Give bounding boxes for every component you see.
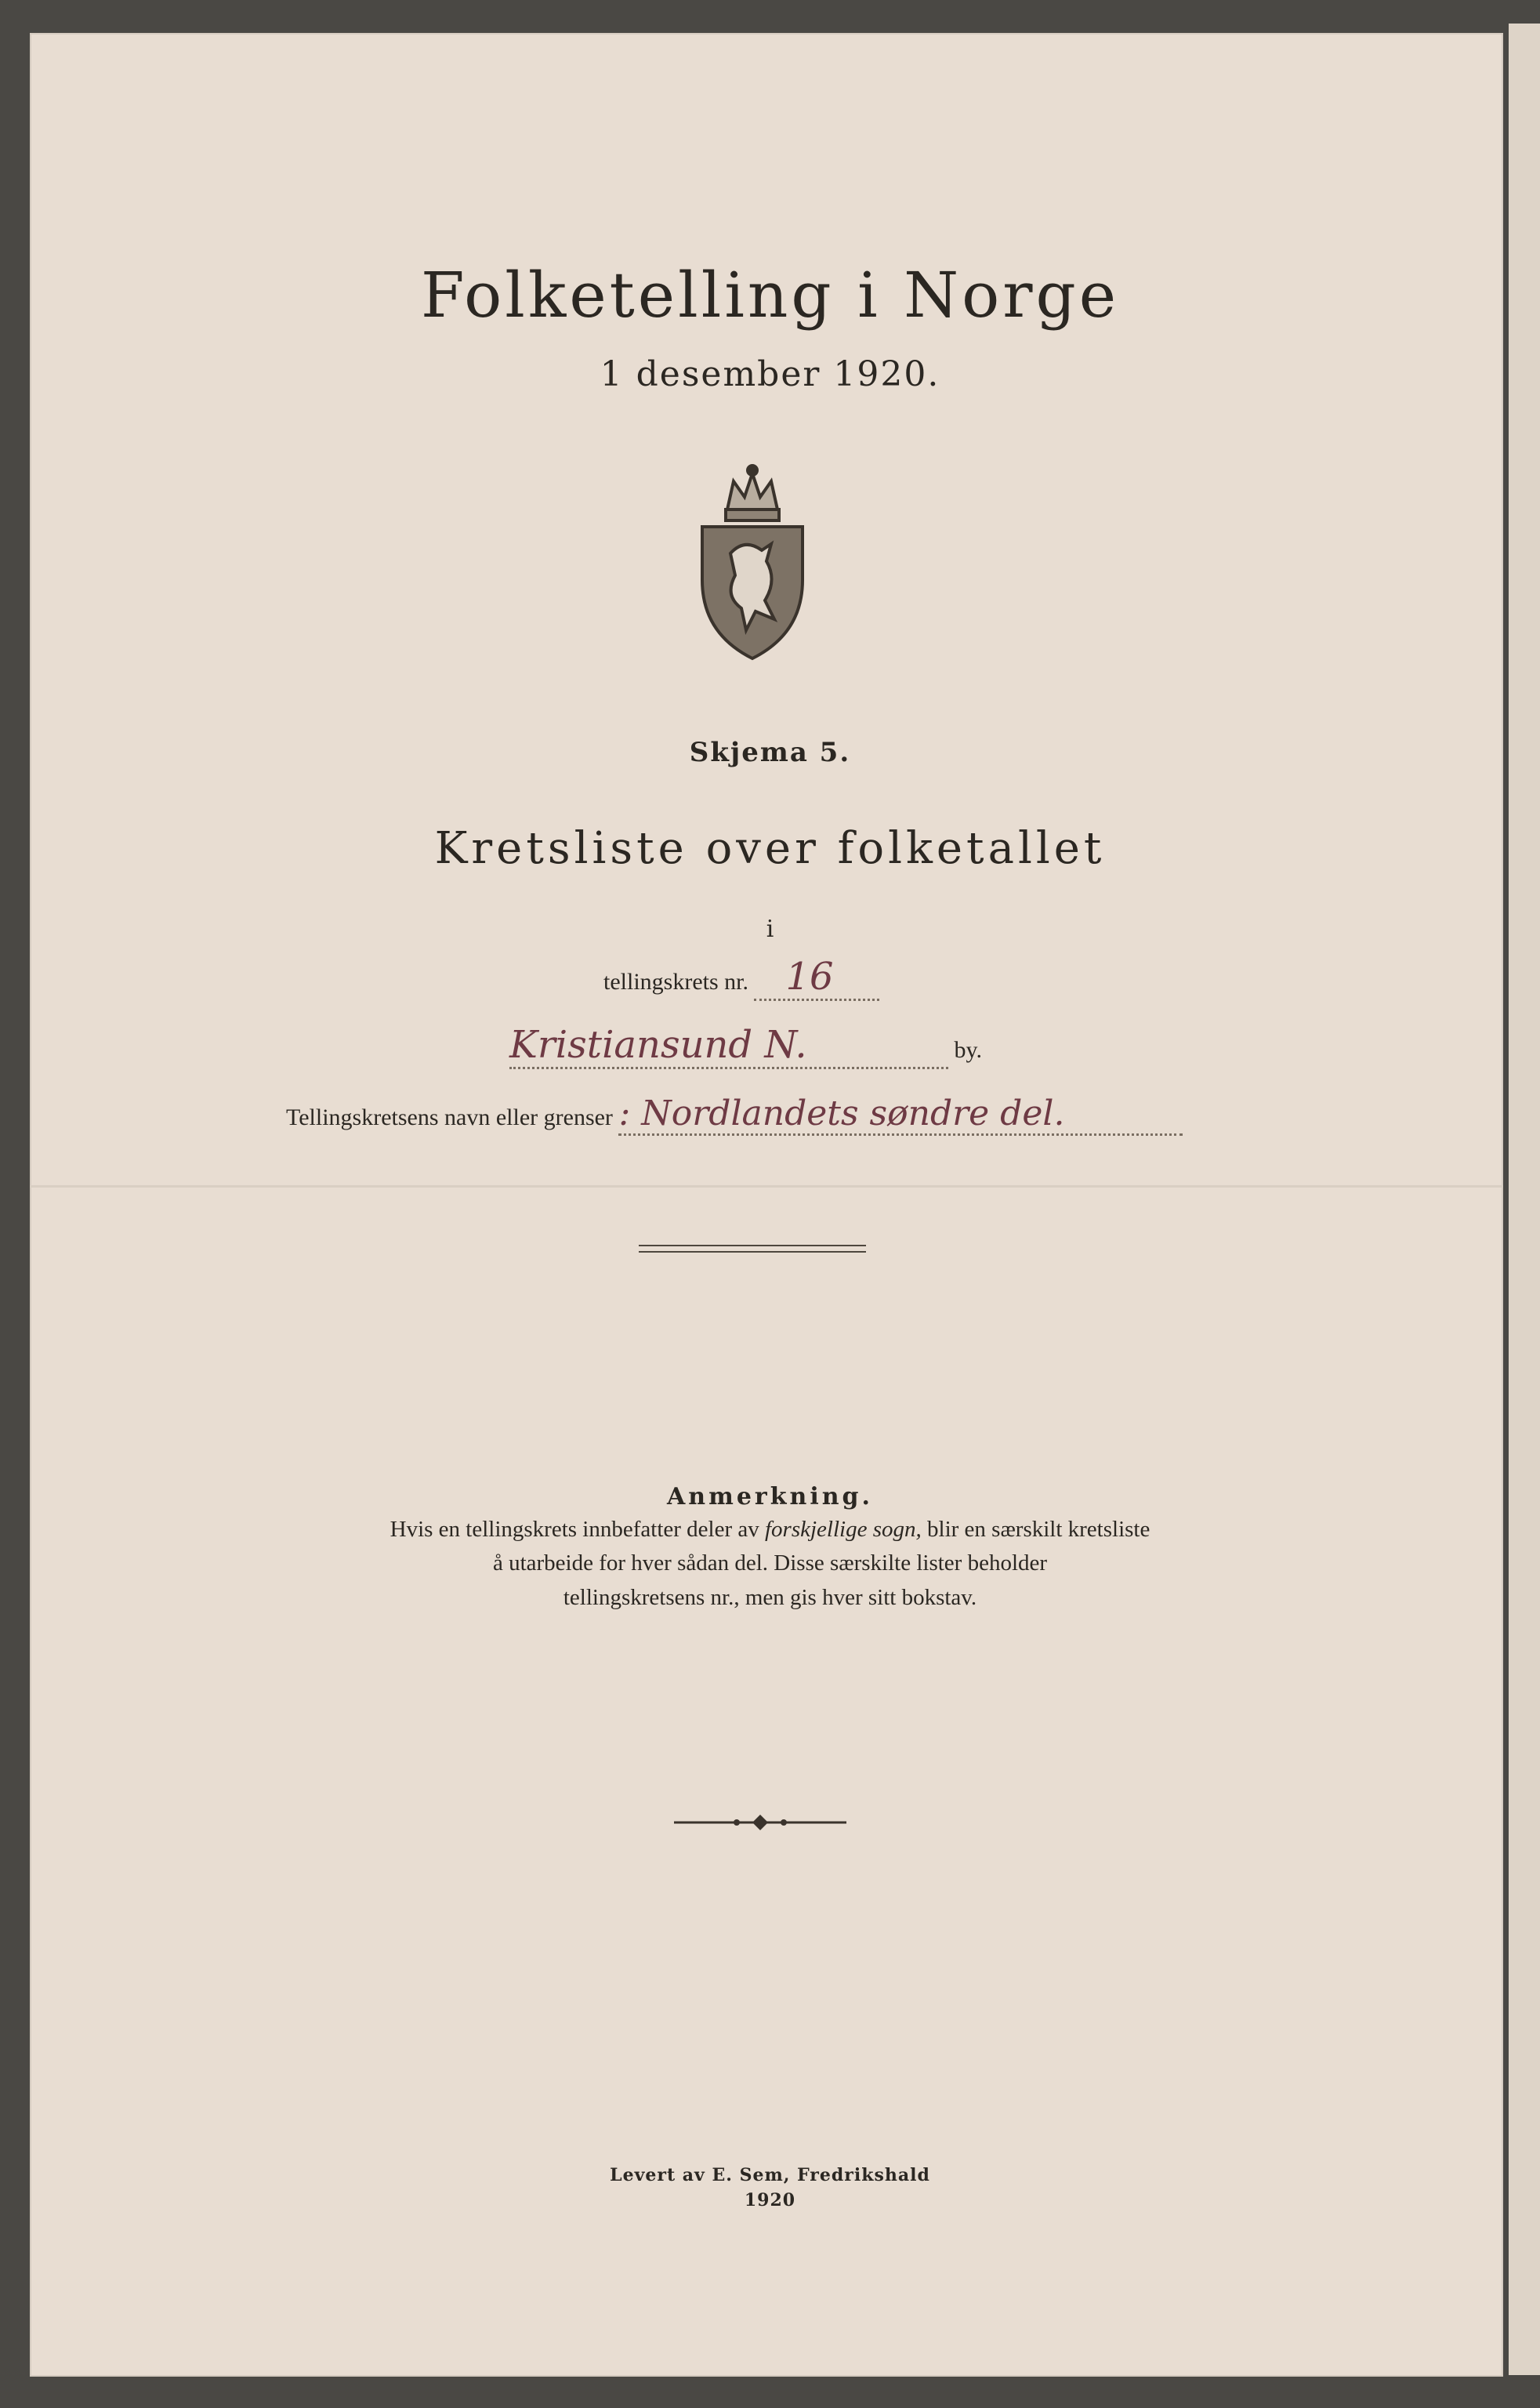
double-rule-top [639, 1245, 866, 1246]
note-line-1-emphasis: forskjellige sogn, [765, 1517, 922, 1542]
city-row [509, 1023, 982, 1069]
district-number-value: 16 [785, 955, 834, 999]
document-title: Folketelling i Norge [420, 259, 1120, 332]
note-line-2: å utarbeide for hver sådan del. Disse særskilte lister beholder [492, 1550, 1048, 1576]
printer-year: 1920 [744, 2190, 796, 2210]
paper-fold [30, 1185, 1503, 1188]
note-line-1 [0, 1517, 1540, 1543]
city-field [509, 1023, 948, 1069]
district-number-field [754, 955, 879, 1001]
district-name-field [618, 1093, 1183, 1136]
district-number-row [603, 955, 879, 1001]
district-number-label: tellingskrets nr. [603, 969, 748, 995]
city-value: Kristiansund N. [509, 1023, 807, 1067]
printer-credit: Levert av E. Sem, Fredrikshald [610, 2165, 930, 2185]
schema-label: Skjema 5. [689, 737, 851, 768]
document-date: 1 desember 1920. [600, 354, 940, 394]
district-name-row [286, 1093, 1183, 1136]
note-line-1-start: Hvis en tellingskrets innbefatter deler av [390, 1517, 765, 1542]
district-name-value: : Nordlandets søndre del. [618, 1093, 1065, 1133]
district-name-label: Tellingskretsens navn eller grenser [286, 1104, 613, 1130]
preposition: i [766, 916, 774, 943]
city-suffix: by. [954, 1037, 983, 1063]
note-line-1-end: blir en særskilt kretsliste [921, 1517, 1150, 1542]
divider-ornament-icon [674, 1811, 846, 1834]
norwegian-coat-of-arms-icon [690, 462, 815, 666]
note-line-3: tellingskretsens nr., men gis hver sitt bokstav. [563, 1585, 977, 1610]
note-title: Anmerkning. [667, 1483, 873, 1510]
double-rule-bottom [639, 1251, 866, 1253]
list-heading: Kretsliste over folketallet [434, 823, 1106, 874]
